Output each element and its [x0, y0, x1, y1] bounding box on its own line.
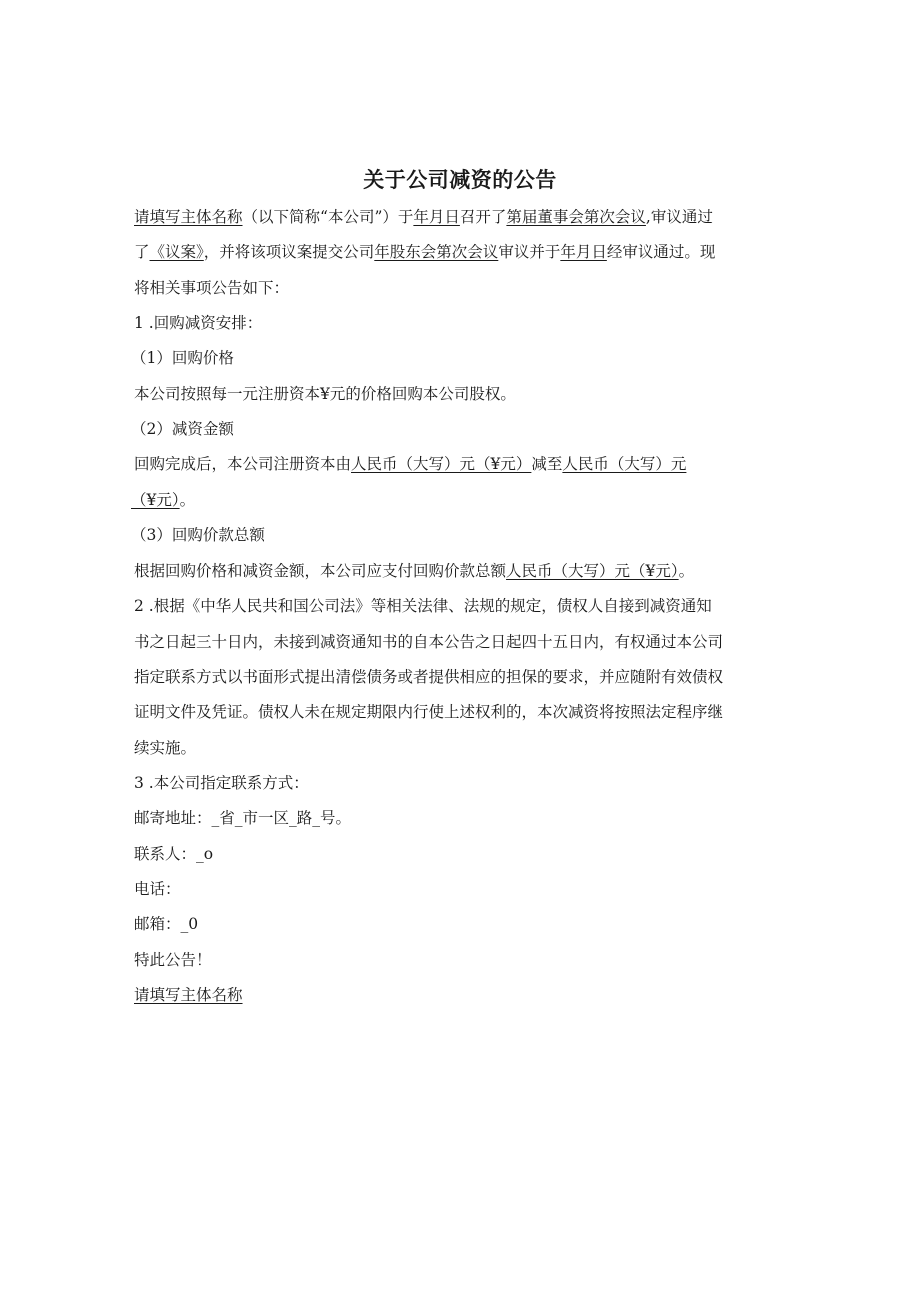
intro-text: ，并将该项议案提交公司 [203, 243, 375, 261]
board-meeting-placeholder: 第届董事会第次会议 [506, 208, 646, 226]
body-text: 减至 [531, 455, 563, 473]
body-text: 根据回购价格和减资金额，本公司应支付回购价款总额 [134, 562, 507, 580]
body-text: 。 [678, 562, 695, 580]
body-text: 。 [179, 491, 196, 509]
email: 邮箱：_0 [134, 915, 199, 933]
capital-before-placeholder: 人民币（大写）元（¥元） [351, 455, 532, 473]
document-title: 关于公司减资的公告 [363, 168, 557, 192]
intro-text: 了 [134, 243, 150, 261]
signature-line [134, 983, 243, 1007]
subsection-2-heading: （2）减资金额 [131, 420, 234, 438]
body-text: 回购完成后，本公司注册资本由 [134, 455, 352, 473]
capital-after-amount-placeholder: （¥元） [131, 491, 180, 509]
date-placeholder: 年月日 [560, 243, 607, 261]
subsection-2-line-2 [131, 488, 195, 512]
contact-person: 联系人：_o [134, 845, 214, 863]
intro-text: 召开了 [459, 208, 507, 226]
closing-statement: 特此公告！ [134, 951, 212, 969]
subsection-3-text [134, 559, 694, 583]
intro-text: 经审议通过。现 [606, 243, 716, 261]
subsection-2-line-1 [134, 452, 686, 476]
total-price-placeholder: 人民币（大写）元（¥元） [506, 562, 679, 580]
section-2-line-5: 续实施。 [134, 739, 197, 757]
section-2-line-1: 2 .根据《中华人民共和国公司法》等相关法律、法规的规定，债权人自接到减资通知 [134, 597, 712, 615]
section-2-line-2: 书之日起三十日内，未接到减资通知书的自本公告之日起四十五日内，有权通过本公司 [134, 633, 724, 651]
signature-entity-placeholder: 请填写主体名称 [134, 986, 243, 1004]
section-2-line-4: 证明文件及凭证。债权人未在规定期限内行使上述权利的，本次减资将按照法定程序继 [134, 703, 724, 721]
subsection-1-heading: （1）回购价格 [131, 349, 234, 367]
intro-line-3: 将相关事项公告如下： [134, 279, 290, 297]
entity-name-placeholder: 请填写主体名称 [134, 208, 243, 226]
section-3-heading: 3 .本公司指定联系方式： [134, 774, 309, 792]
intro-text: ,审议通过 [645, 208, 713, 226]
subsection-3-heading: （3）回购价款总额 [131, 526, 265, 544]
intro-text: （以下简称“本公司”）于 [242, 208, 414, 226]
subsection-1-text: 本公司按照每一元注册资本¥元的价格回购本公司股权。 [134, 385, 516, 403]
section-2-line-3: 指定联系方式以书面形式提出清偿债务或者提供相应的担保的要求，并应随附有效债权 [134, 668, 724, 686]
shareholder-meeting-placeholder: 年股东会第次会议 [374, 243, 499, 261]
section-1-heading: 1 .回购减资安排： [134, 314, 263, 332]
phone: 电话： [134, 880, 181, 898]
intro-line-2 [134, 240, 715, 264]
mailing-address: 邮寄地址：_省_市一区_路_号。 [134, 809, 352, 827]
intro-text: 审议并于 [498, 243, 561, 261]
capital-after-placeholder: 人民币（大写）元 [562, 455, 687, 473]
intro-line-1 [134, 205, 713, 229]
date-placeholder: 年月日 [413, 208, 460, 226]
proposal-placeholder: 《议案》 [149, 243, 204, 261]
